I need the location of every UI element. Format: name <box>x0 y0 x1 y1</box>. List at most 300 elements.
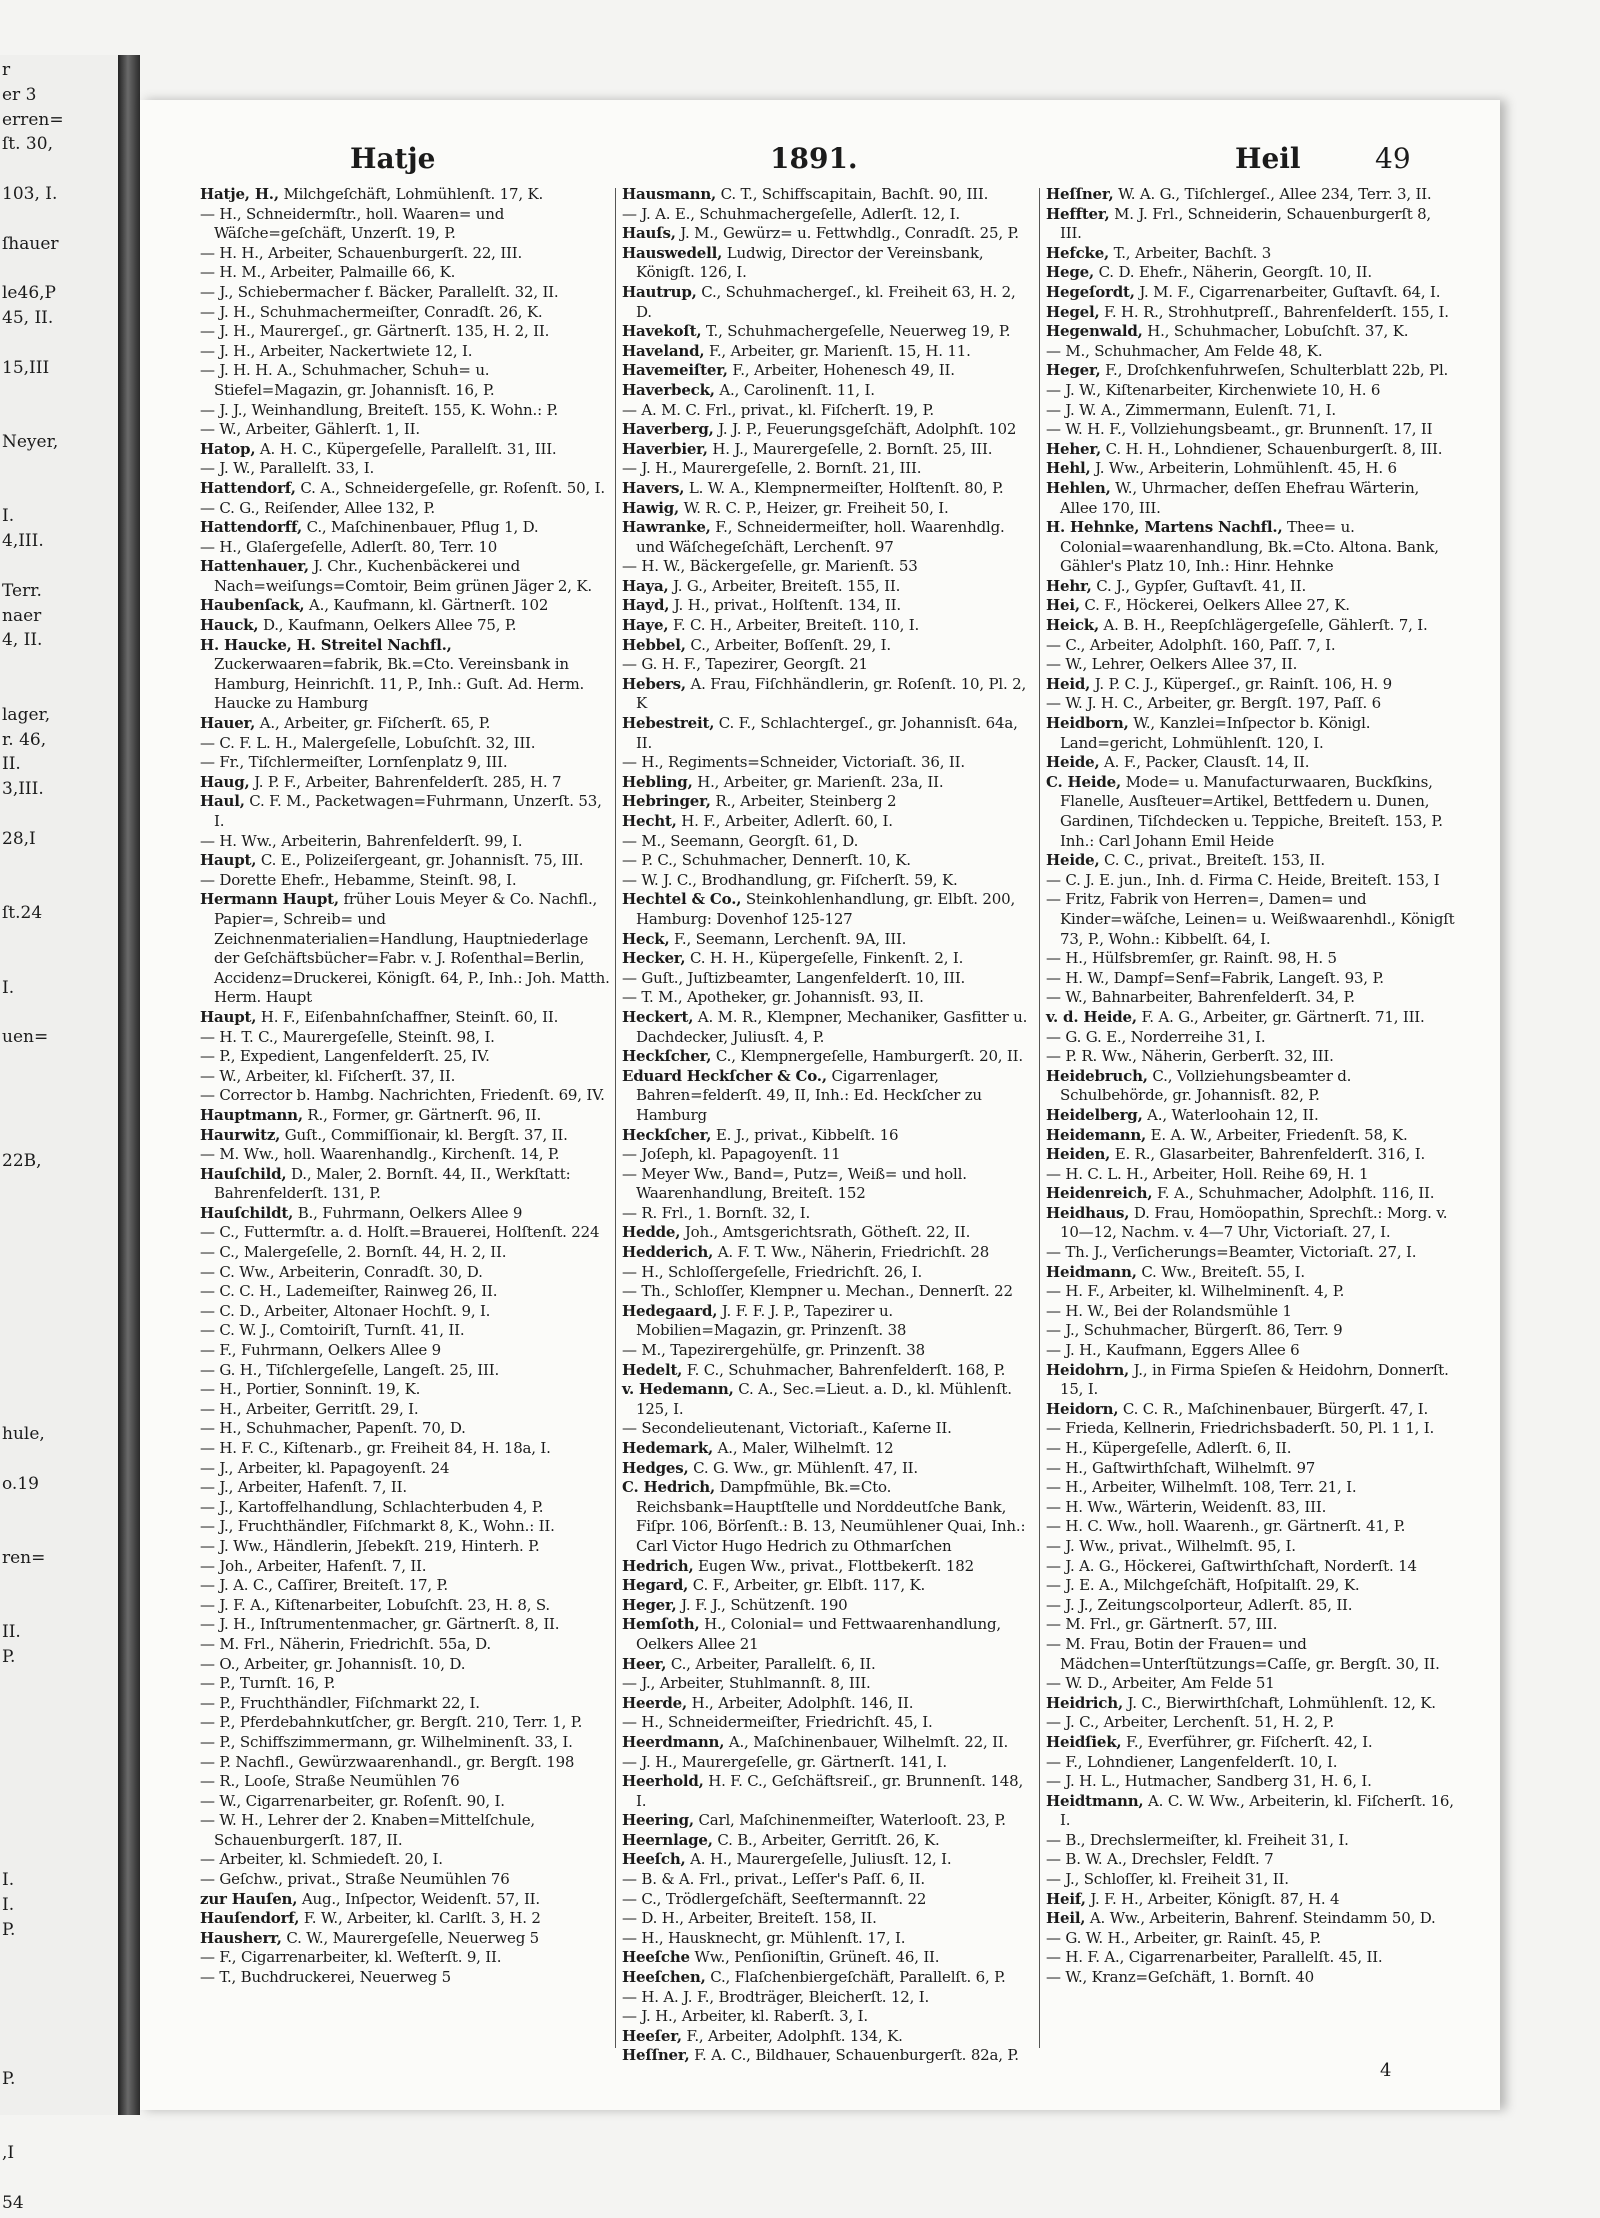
directory-entry <box>200 1165 610 1204</box>
entry-name: Heger, <box>622 1595 677 1614</box>
directory-entry <box>622 322 1034 342</box>
entry-name: Hedges, <box>622 1458 689 1477</box>
entry-details: — J. A. G., Höckerei, Gaſtwirthſchaft, Norderſt. 14 <box>1046 1556 1417 1575</box>
entry-details: A., Maler, Wilhelmſt. 12 <box>717 1439 894 1457</box>
entry-details: — Th. J., Verſicherungs=Beamter, Victoriaſt. 27, I. <box>1046 1243 1417 1262</box>
entry-details: — P., Expedient, Langenfelderſt. 25, IV. <box>200 1047 490 1066</box>
entry-details: — J. Ww., Händlerin, Jſebekſt. 219, Hinterh. P. <box>200 1536 540 1555</box>
directory-entry <box>622 381 1034 401</box>
entry-details: — J., Fruchthändler, Fiſchmarkt 8, K., Wohn.: II. <box>200 1517 555 1536</box>
directory-entry <box>200 1655 610 1675</box>
directory-entry <box>622 1380 1034 1419</box>
entry-name: Heckſcher, <box>622 1125 712 1144</box>
entry-details: Ludwig, Director der Vereinsbank, Königſt. 126, I. <box>636 243 984 282</box>
entry-details: C. F., Schlachtergeſ., gr. Johannisſt. 64a, II. <box>636 714 1018 752</box>
entry-details: J. Chr., Kuchenbäckerei und Nach=weiſungs=Comtoir, Beim grünen Jäger 2, K. <box>214 557 592 595</box>
directory-entry <box>200 244 610 264</box>
directory-entry <box>622 1615 1034 1654</box>
directory-entry <box>1046 1537 1456 1557</box>
directory-entry <box>1046 1282 1456 1302</box>
entry-details: — H. W., Dampf=Senf=Fabrik, Langeſt. 93, P. <box>1046 968 1384 987</box>
entry-details: — P. Nachfl., Gewürzwaarenhandl., gr. Bergſt. 198 <box>200 1752 575 1771</box>
directory-entry <box>1046 1361 1456 1400</box>
entry-details: — P. R. Ww., Näherin, Gerberſt. 32, III. <box>1046 1047 1334 1066</box>
entry-details: — G. H., Tiſchlergeſelle, Langeſt. 25, III. <box>200 1360 500 1379</box>
entry-name: Hecker, <box>622 949 686 968</box>
directory-entry <box>622 1988 1034 2008</box>
entry-details: Milchgeſchäft, Lohmühlenſt. 17, K. <box>283 185 544 203</box>
entry-details: — C., Malergeſelle, 2. Bornſt. 44, H. 2, II. <box>200 1243 507 1262</box>
entry-details: T., Arbeiter, Bachſt. 3 <box>1113 243 1272 262</box>
directory-entry <box>200 1126 610 1146</box>
directory-entry <box>200 1615 610 1635</box>
entry-details: H. F., Eiſenbahnſchaffner, Steinſt. 60, II. <box>260 1007 559 1026</box>
directory-entry <box>1046 753 1456 773</box>
entry-details: W., Uhrmacher, deſſen Ehefrau Wärterin, Allee 170, III. <box>1060 478 1420 517</box>
directory-entry <box>1046 205 1456 244</box>
directory-entry <box>200 1517 610 1537</box>
directory-entry <box>200 734 610 754</box>
entry-details: H., Schuhmacher, Lobuſchſt. 37, K. <box>1147 322 1409 341</box>
entry-details: Zuckerwaaren=fabrik, Bk.=Cto. Vereinsbank in Hamburg, Heinrichſt. 11, P., Inh.: Guſt. Ad. Herm. Haucke zu Hamburg <box>214 655 585 713</box>
directory-entry <box>1046 1615 1456 1635</box>
directory-entry <box>200 1576 610 1596</box>
entry-details: C. C. R., Maſchinenbauer, Bürgerſt. 47, I. <box>1122 1399 1429 1418</box>
directory-entry <box>200 714 610 734</box>
entry-details: — J. H., Arbeiter, Nackertwiete 12, I. <box>200 341 473 360</box>
entry-details: C., Klempnergeſelle, Hamburgerſt. 20, II. <box>715 1047 1023 1066</box>
directory-entry <box>622 1302 1034 1341</box>
entry-name: Hegard, <box>622 1576 689 1595</box>
entry-details: M. J. Frl., Schneiderin, Schauenburgerſt 8, III. <box>1060 204 1432 243</box>
fragment-line: r <box>2 60 11 80</box>
entry-name: Hauſchild, <box>200 1164 287 1183</box>
directory-entry <box>200 1635 610 1655</box>
entry-details: — T. M., Apotheker, gr. Johannisſt. 93, II. <box>622 988 924 1007</box>
page-number: 49 <box>1375 142 1411 175</box>
entry-name: Hausmann, <box>622 185 717 203</box>
directory-entry <box>200 1674 610 1694</box>
entry-details: C., Arbeiter, Boſſenſt. 29, I. <box>690 635 891 654</box>
directory-entry <box>622 518 1034 557</box>
entry-name: Hatop, <box>200 439 256 458</box>
directory-entry <box>1046 1419 1456 1439</box>
entry-details: J. H., privat., Holſtenſt. 134, II. <box>673 596 901 615</box>
entry-details: H. F. C., Geſchäftsreiſ., gr. Brunnenſt. 148, I. <box>636 1772 1024 1810</box>
signature-mark: 4 <box>1380 2060 1392 2081</box>
entry-details: — J. W. A., Zimmermann, Eulenſt. 71, I. <box>1046 400 1336 419</box>
directory-entry <box>200 1772 610 1792</box>
entry-details: E. R., Glasarbeiter, Bahrenfelderſt. 316, I. <box>1114 1145 1426 1164</box>
entry-name: Heidſiek, <box>1046 1732 1122 1751</box>
directory-entry <box>1046 577 1456 597</box>
directory-entry <box>1046 1635 1456 1674</box>
entry-details: C. E., Polizeiſergeant, gr. Johannisſt. 75, III. <box>260 851 584 870</box>
entry-details: — H., Arbeiter, Gerritſt. 29, I. <box>200 1399 419 1418</box>
entry-details: A., Kaufmann, kl. Gärtnerſt. 102 <box>309 596 549 615</box>
entry-details: — J., Arbeiter, kl. Papagoyenſt. 24 <box>200 1458 450 1477</box>
entry-name: Haurwitz, <box>200 1125 281 1144</box>
directory-entry <box>622 1341 1034 1361</box>
entry-details: — J. H., Maurergeſelle, gr. Gärtnerſt. 141, I. <box>622 1752 947 1771</box>
entry-details: — R. Frl., 1. Bornſt. 32, I. <box>622 1203 811 1222</box>
entry-details: A. F., Packer, Clausſt. 14, II. <box>1104 753 1310 772</box>
entry-details: C., Schuhmachergeſ., kl. Freiheit 63, H. 2, D. <box>636 282 1016 321</box>
directory-entry <box>622 577 1034 597</box>
entry-name: Hefcke, <box>1046 243 1110 262</box>
entry-details: — J. J., Weinhandlung, Breiteſt. 155, K. Wohn.: P. <box>200 400 558 419</box>
directory-entry <box>200 890 610 1008</box>
fragment-line: 45, II. <box>2 308 54 328</box>
entry-name: Heer, <box>622 1654 667 1673</box>
entry-details: F. A., Schuhmacher, Adolphſt. 116, II. <box>1156 1184 1435 1203</box>
fragment-line: 4, II. <box>2 630 43 651</box>
book-gutter <box>118 55 140 2115</box>
entry-details: — H. M., Arbeiter, Palmaille 66, K. <box>200 263 456 282</box>
entry-details: — W., Arbeiter, Gählerſt. 1, II. <box>200 420 420 439</box>
directory-entry <box>622 479 1034 499</box>
entry-details: C. A., Sec.=Lieut. a. D., kl. Mühlenſt. 125, I. <box>636 1380 1012 1418</box>
entry-details: — J. Ww., privat., Wilhelmſt. 95, I. <box>1046 1536 1296 1555</box>
entry-details: — H., Küpergeſelle, Adlerſt. 6, II. <box>1046 1439 1292 1457</box>
entry-details: Cigarrenlager, Bahren=felderſt. 49, II, Inh.: Ed. Heckſcher zu Hamburg <box>636 1066 982 1124</box>
entry-details: — P., Fruchthändler, Fiſchmarkt 22, I. <box>200 1693 480 1712</box>
entry-details: — H. W., Bei der Rolandsmühle 1 <box>1046 1301 1292 1320</box>
entry-name: Haul, <box>200 792 245 811</box>
entry-details: Mode= u. Manufacturwaaren, Buckſkins, Flanelle, Ausſteuer=Artikel, Bettfedern u. Dunen, Gardinen, Tiſchdecken u. Teppiche, Breiteſt. 153, P. Inh.: Carl Johann Emil Heide <box>1060 772 1443 850</box>
entry-name: Heeſer, <box>622 2026 682 2045</box>
directory-entry <box>622 969 1034 989</box>
entry-details: C., Maſchinenbauer, Pflug 1, D. <box>306 518 539 537</box>
fragment-line: o.19 <box>2 1473 39 1494</box>
entry-name: Heeſchen, <box>622 1968 706 1987</box>
entry-name: Heck, <box>622 929 670 948</box>
directory-entry <box>200 1106 610 1126</box>
entry-details: W., Kanzlei=Inſpector b. Königl. Land=gericht, Lohmühlenſt. 120, I. <box>1060 714 1371 752</box>
entry-details: — J., Kartoffelhandlung, Schlachterbuden 4, P. <box>200 1497 544 1516</box>
entry-details: — G. W. H., Arbeiter, gr. Rainſt. 45, P. <box>1046 1928 1321 1947</box>
entry-details: — C. G., Reiſender, Allee 132, P. <box>200 498 435 517</box>
directory-entry <box>200 401 610 421</box>
fragment-line: P. <box>2 1920 16 1940</box>
entry-details: C. D. Ehefr., Näherin, Georgſt. 10, II. <box>1098 263 1372 282</box>
directory-entry <box>622 675 1034 714</box>
entry-details: D., Maler, 2. Bornſt. 44, II., Werkſtatt: Bahrenfelderſt. 131, P. <box>214 1164 571 1203</box>
directory-entry <box>1046 1890 1456 1910</box>
entry-details: E. A. W., Arbeiter, Friedenſt. 58, K. <box>1150 1125 1408 1144</box>
entry-details: C., Flaſchenbiergeſchäft, Parallelſt. 6, P. <box>710 1968 1006 1987</box>
entry-details: — Fr., Tiſchlermeiſter, Lornſenplatz 9, III. <box>200 753 508 772</box>
entry-details: C. T., Schiffscapitain, Bachſt. 90, III. <box>720 185 989 203</box>
entry-name: Havers, <box>622 478 685 497</box>
directory-entry <box>622 1008 1034 1047</box>
entry-details: — Dorette Ehefr., Hebamme, Steinſt. 98, I. <box>200 870 517 889</box>
entry-details: — J. H., Maurergeſ., gr. Gärtnerſt. 135, H. 2, II. <box>200 322 550 341</box>
directory-entry <box>1046 1713 1456 1733</box>
directory-entry <box>622 851 1034 871</box>
directory-entry <box>622 1419 1034 1439</box>
directory-entry <box>200 792 610 831</box>
entry-details: C. F., Höckerei, Oelkers Allee 27, K. <box>1084 596 1350 615</box>
entry-name: Haye, <box>622 616 669 635</box>
entry-details: — P., Turnſt. 16, P. <box>200 1674 336 1693</box>
fragment-line: ſhauer <box>2 233 59 254</box>
entry-details: — J., Arbeiter, Stuhlmannſt. 8, III. <box>622 1674 871 1693</box>
directory-entry <box>1046 1498 1456 1518</box>
directory-entry <box>200 1557 610 1577</box>
directory-entry <box>622 1126 1034 1146</box>
directory-entry <box>1046 1184 1456 1204</box>
entry-name: Hegenwald, <box>1046 322 1143 341</box>
entry-details: J. M. F., Cigarrenarbeiter, Guſtavſt. 64, I. <box>1139 282 1441 301</box>
entry-details: — W., Kranz=Geſchäft, 1. Bornſt. 40 <box>1046 1968 1315 1987</box>
directory-entry <box>622 1223 1034 1243</box>
entry-details: früher Louis Meyer & Co. Nachfl., Papier=, Schreib= und Zeichnenmaterialien=Handlung, Hauptniederlage der Geſchäftsbücher=Fabr. v. J. Roſenthal=Berlin, Accidenz=Druckerei, Königſt. 64, P., Inh.: Joh. Matth. Herm. Haupt <box>214 890 610 1007</box>
fragment-line: II. <box>2 754 21 775</box>
directory-entry <box>622 1694 1034 1714</box>
entry-name: Hauswedell, <box>622 243 723 262</box>
entry-details: — J. H., Kaufmann, Eggers Allee 6 <box>1046 1341 1300 1360</box>
directory-entry <box>1046 890 1456 949</box>
entry-details: — B. & A. Frl., privat., Leſſer's Paſſ. 6, II. <box>622 1870 925 1889</box>
entry-details: J. C., Bierwirthſchaft, Lohmühlenſt. 12, K. <box>1127 1693 1436 1712</box>
directory-entry <box>200 851 610 871</box>
entry-details: C. W., Maurergeſelle, Neuerweg 5 <box>286 1928 540 1947</box>
directory-entry <box>622 1282 1034 1302</box>
directory-entry <box>1046 322 1456 342</box>
entry-details: C. G. Ww., gr. Mühlenſt. 47, II. <box>693 1458 918 1477</box>
entry-name: Heidebruch, <box>1046 1066 1148 1085</box>
entry-details: T., Schuhmachergeſelle, Neuerweg 19, P. <box>705 322 1011 341</box>
fragment-line: 15,III <box>2 357 50 378</box>
entry-name: Heide, <box>1046 851 1100 870</box>
entry-details: F. A. G., Arbeiter, gr. Gärtnerſt. 71, III. <box>1141 1007 1425 1026</box>
directory-entry <box>1046 1400 1456 1420</box>
directory-entry <box>1046 1321 1456 1341</box>
entry-details: — W., Arbeiter, kl. Fiſcherſt. 37, II. <box>200 1066 456 1085</box>
directory-entry <box>622 616 1034 636</box>
directory-entry <box>622 1655 1034 1675</box>
entry-details: — W., Lehrer, Oelkers Allee 37, II. <box>1046 655 1298 674</box>
entry-details: — O., Arbeiter, gr. Johannisſt. 10, D. <box>200 1654 466 1673</box>
directory-entry <box>1046 1929 1456 1949</box>
directory-entry <box>200 1713 610 1733</box>
fragment-line: 3,III. <box>2 779 44 800</box>
directory-entry <box>1046 1772 1456 1792</box>
directory-entry <box>622 890 1034 929</box>
entry-name: Hegeſordt, <box>1046 282 1135 301</box>
directory-entry <box>622 1968 1034 1988</box>
fragment-line: 28,I <box>2 828 36 849</box>
fragment-line: 54 <box>2 2192 24 2213</box>
entry-details: F., Arbeiter, Adolphſt. 134, K. <box>686 2026 903 2045</box>
directory-entry <box>622 2046 1034 2066</box>
entry-details: F. C., Schuhmacher, Bahrenfelderſt. 168, P. <box>686 1360 1006 1379</box>
directory-entry <box>622 1948 1034 1968</box>
directory-entry <box>1046 1067 1456 1106</box>
entry-name: Hattenhauer, <box>200 557 309 576</box>
entry-name: Haupt, <box>200 851 257 870</box>
column-divider <box>615 188 616 2048</box>
directory-entry <box>200 518 610 538</box>
entry-name: Heſſner, <box>622 2046 690 2065</box>
fragment-line: er 3 <box>2 84 37 105</box>
entry-name: Hedde, <box>622 1223 681 1242</box>
entry-details: W. R. C. P., Heizer, gr. Freiheit 50, I. <box>683 498 949 517</box>
directory-entry <box>1046 1008 1456 1028</box>
directory-entry <box>1046 1126 1456 1146</box>
entry-details: — Th., Schloſſer, Klempner u. Mechan., Dennerſt. 22 <box>622 1282 1013 1301</box>
entry-name: Heidorn, <box>1046 1399 1119 1418</box>
entry-name: Hecht, <box>622 812 677 830</box>
entry-details: H., Arbeiter, gr. Marienſt. 23a, II. <box>697 772 944 791</box>
entry-name: Haveland, <box>622 341 705 360</box>
entry-details: — C. F. L. H., Malergeſelle, Lobuſchſt. 32, III. <box>200 733 536 752</box>
directory-entry <box>622 1674 1034 1694</box>
entry-details: J. P. C. J., Küpergeſ., gr. Rainſt. 106, H. 9 <box>1094 674 1392 693</box>
directory-entry <box>200 499 610 519</box>
fragment-line: Terr. <box>2 580 42 601</box>
entry-name: Haug, <box>200 772 250 791</box>
directory-entry <box>622 930 1034 950</box>
directory-entry <box>622 1596 1034 1616</box>
directory-entry <box>1046 1674 1456 1694</box>
directory-entry <box>200 1733 610 1753</box>
entry-details: R., Former, gr. Gärtnerſt. 96, II. <box>307 1105 542 1124</box>
directory-entry <box>200 1439 610 1459</box>
entry-details: A. C. W. Ww., Arbeiterin, kl. Fiſcherſt. 16, I. <box>1060 1791 1454 1830</box>
entry-details: — M. Frl., Näherin, Friedrichſt. 55a, D. <box>200 1634 491 1653</box>
entry-name: Heif, <box>1046 1889 1086 1908</box>
entry-name: Hehr, <box>1046 576 1092 595</box>
fragment-line: 103, I. <box>2 184 58 204</box>
entry-name: Heidelberg, <box>1046 1105 1143 1124</box>
directory-entry <box>1046 1517 1456 1537</box>
fragment-line: P. <box>2 1647 16 1668</box>
entry-details: J. Ww., Arbeiterin, Lohmühlenſt. 45, H. 6 <box>1095 459 1397 478</box>
directory-entry <box>1046 1478 1456 1498</box>
directory-entry <box>1046 949 1456 969</box>
entry-details: — J. E. A., Milchgeſchäft, Hoſpitalſt. 29, K. <box>1046 1576 1360 1595</box>
fragment-line: hule, <box>2 1424 45 1444</box>
directory-entry <box>622 224 1034 244</box>
entry-name: Hehlen, <box>1046 478 1111 497</box>
entry-details: — M. Frl., gr. Gärtnerſt. 57, III. <box>1046 1615 1278 1634</box>
directory-entry <box>622 832 1034 852</box>
directory-entry <box>200 832 610 852</box>
directory-entry <box>200 1478 610 1498</box>
directory-entry <box>622 185 1034 205</box>
entry-name: Heeſch, <box>622 1850 686 1869</box>
fragment-line: II. <box>2 1622 21 1643</box>
directory-entry <box>1046 1948 1456 1968</box>
directory-entry <box>1046 616 1456 636</box>
entry-details: Ww., Penſioniſtin, Grüneſt. 46, II. <box>694 1948 940 1967</box>
entry-details: — C., Trödlergeſchäft, Seeſtermannſt. 22 <box>622 1889 927 1908</box>
entry-details: — H., Glaſergeſelle, Adlerſt. 80, Terr. 10 <box>200 537 498 556</box>
entry-name: Heidrich, <box>1046 1693 1123 1712</box>
entry-details: C., Vollziehungsbeamter d. Schulbehörde, gr. Johannisſt. 82, P. <box>1060 1066 1352 1105</box>
entry-details: — H. W., Bäckergeſelle, gr. Marienſt. 53 <box>622 557 918 576</box>
directory-entry <box>622 1753 1034 1773</box>
directory-entry <box>200 636 610 714</box>
entry-details: Eugen Ww., privat., Flottbekerſt. 182 <box>698 1556 974 1575</box>
directory-entry <box>622 1459 1034 1479</box>
entry-details: A. Ww., Arbeiterin, Bahrenf. Steindamm 50, D. <box>1089 1909 1436 1928</box>
directory-entry <box>200 1968 610 1988</box>
entry-details: F., Arbeiter, gr. Marienſt. 15, H. 11. <box>708 341 971 360</box>
fragment-line: lager, <box>2 704 51 725</box>
directory-entry <box>200 1890 610 1910</box>
entry-name: Heher, <box>1046 439 1101 458</box>
entry-details: — D. H., Arbeiter, Breiteſt. 158, II. <box>622 1909 877 1928</box>
directory-entry <box>1046 1165 1456 1185</box>
entry-details: — W. J. C., Brodhandlung, gr. Fiſcherſt. 59, K. <box>622 870 958 889</box>
directory-entry <box>1046 1145 1456 1165</box>
directory-entry <box>200 1321 610 1341</box>
directory-entry <box>200 1948 610 1968</box>
directory-entry <box>1046 1557 1456 1577</box>
directory-entry <box>622 1870 1034 1890</box>
directory-entry <box>1046 596 1456 616</box>
entry-name: Heiden, <box>1046 1145 1111 1164</box>
entry-details: — H. F., Arbeiter, kl. Wilhelminenſt. 4, P. <box>1046 1282 1345 1301</box>
entry-details: — H. F. C., Kiſtenarb., gr. Freiheit 84, H. 18a, I. <box>200 1439 551 1457</box>
entry-details: C. J., Gypſer, Guſtavſt. 41, II. <box>1096 576 1307 595</box>
entry-details: C. B., Arbeiter, Gerritſt. 26, K. <box>717 1830 940 1849</box>
directory-entry <box>622 2027 1034 2047</box>
entry-name: Heckſcher, <box>622 1047 712 1066</box>
directory-entry <box>200 185 610 205</box>
entry-name: Heide, <box>1046 753 1100 772</box>
running-head-right: Heil <box>1235 142 1301 175</box>
directory-entry <box>1046 1831 1456 1851</box>
entry-details: J. M., Gewürz= u. Fettwhdlg., Conradſt. 25, P. <box>680 224 1019 243</box>
entry-name: Heidtmann, <box>1046 1791 1144 1810</box>
directory-entry <box>1046 1341 1456 1361</box>
directory-entry <box>622 1557 1034 1577</box>
fragment-line: I. <box>2 1870 15 1891</box>
entry-name: Haverbier, <box>622 439 708 458</box>
directory-entry <box>622 1361 1034 1381</box>
entry-details: — Corrector b. Hambg. Nachrichten, Friedenſt. 69, IV. <box>200 1086 605 1105</box>
entry-details: F. C. H., Arbeiter, Breiteſt. 110, I. <box>672 616 920 635</box>
directory-entry <box>1046 1694 1456 1714</box>
directory-entry <box>1046 479 1456 518</box>
entry-details: — M. Frau, Botin der Frauen= und Mädchen=Unterſtützungs=Caſſe, gr. Bergſt. 30, II. <box>1046 1634 1440 1673</box>
entry-name: Havekoſt, <box>622 322 702 341</box>
entry-details: — F., Cigarrenarbeiter, kl. Weſterſt. 9, II. <box>200 1948 502 1967</box>
directory-entry <box>1046 694 1456 714</box>
directory-entry <box>1046 773 1456 851</box>
directory-entry <box>622 1204 1034 1224</box>
directory-entry <box>1046 1870 1456 1890</box>
directory-entry <box>1046 459 1456 479</box>
directory-entry <box>200 871 610 891</box>
entry-details: — J., Schuhmacher, Bürgerſt. 86, Terr. 9 <box>1046 1321 1343 1340</box>
entry-details: — F., Lohndiener, Langenfelderſt. 10, I. <box>1046 1752 1338 1771</box>
entry-details: — Frieda, Kellnerin, Friedrichsbaderſt. 50, Pl. 1 1, I. <box>1046 1419 1435 1438</box>
directory-entry <box>200 616 610 636</box>
entry-name: Hege, <box>1046 263 1094 282</box>
directory-entry <box>622 342 1034 362</box>
entry-details: — B., Drechslermeiſter, kl. Freiheit 31, I. <box>1046 1830 1349 1849</box>
directory-entry <box>1046 655 1456 675</box>
entry-name: Hauptmann, <box>200 1105 303 1124</box>
directory-entry <box>200 303 610 323</box>
directory-entry <box>622 244 1034 283</box>
page-header <box>140 142 1500 182</box>
